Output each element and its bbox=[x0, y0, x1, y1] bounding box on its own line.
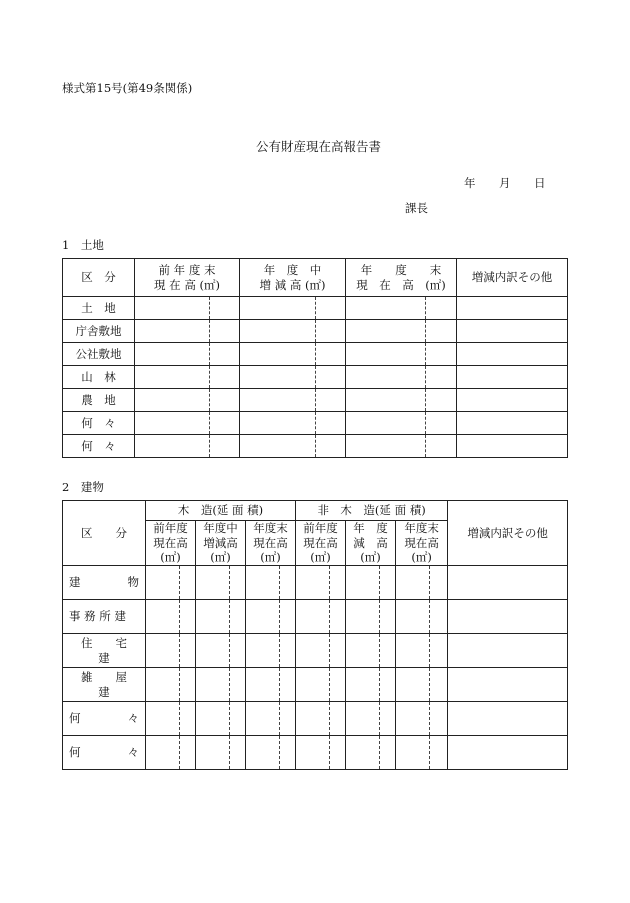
table-cell[interactable] bbox=[330, 736, 346, 770]
table-cell[interactable] bbox=[246, 736, 280, 770]
document-title: 公有財産現在高報告書 bbox=[256, 139, 382, 154]
table-cell[interactable] bbox=[230, 600, 246, 634]
table-row bbox=[63, 634, 568, 668]
table-cell[interactable] bbox=[196, 736, 230, 770]
table-cell[interactable] bbox=[135, 435, 210, 458]
table-row bbox=[63, 343, 568, 366]
table-cell[interactable] bbox=[210, 297, 240, 320]
table-cell[interactable] bbox=[426, 389, 457, 412]
table-cell[interactable] bbox=[330, 702, 346, 736]
table-cell[interactable] bbox=[316, 366, 346, 389]
table-cell[interactable] bbox=[346, 634, 380, 668]
table-cell[interactable] bbox=[426, 435, 457, 458]
table-cell[interactable] bbox=[457, 389, 568, 412]
table-cell[interactable] bbox=[426, 412, 457, 435]
table-cell[interactable] bbox=[457, 343, 568, 366]
table-cell[interactable] bbox=[316, 297, 346, 320]
table-cell[interactable] bbox=[448, 634, 568, 668]
table-cell[interactable] bbox=[180, 600, 196, 634]
header-line: 年度中 bbox=[203, 521, 238, 536]
land-row-label: 土 地 bbox=[63, 297, 135, 320]
header-line: (㎡) bbox=[260, 550, 281, 565]
table-cell[interactable] bbox=[135, 320, 210, 343]
table-cell[interactable] bbox=[448, 566, 568, 600]
table-cell[interactable] bbox=[230, 736, 246, 770]
table-cell[interactable] bbox=[246, 668, 280, 702]
label-left: 何 bbox=[69, 745, 81, 760]
table-cell[interactable] bbox=[346, 343, 426, 366]
land-header-row bbox=[63, 259, 568, 297]
label-right: 々 bbox=[127, 745, 139, 760]
land-header-prev-year bbox=[135, 259, 240, 297]
table-cell[interactable] bbox=[240, 389, 316, 412]
table-cell[interactable] bbox=[457, 297, 568, 320]
land-row-label: 公社敷地 bbox=[63, 343, 135, 366]
table-cell[interactable] bbox=[280, 600, 296, 634]
table-row bbox=[63, 412, 568, 435]
header-line: 減 高 bbox=[353, 535, 388, 550]
table-cell[interactable] bbox=[210, 412, 240, 435]
header-line: 年度末 bbox=[404, 521, 439, 536]
table-cell[interactable] bbox=[380, 566, 396, 600]
table-row bbox=[63, 736, 568, 770]
label-right: 々 bbox=[127, 711, 139, 726]
table-cell[interactable] bbox=[346, 566, 380, 600]
table-cell[interactable] bbox=[196, 634, 230, 668]
table-cell[interactable] bbox=[196, 668, 230, 702]
table-cell[interactable] bbox=[380, 668, 396, 702]
table-cell[interactable] bbox=[316, 412, 346, 435]
header-line: (㎡) bbox=[411, 550, 432, 565]
building-header-nonwooden-prev bbox=[296, 521, 346, 566]
table-cell[interactable] bbox=[380, 702, 396, 736]
building-row-label bbox=[63, 634, 150, 668]
building-header-wooden-change bbox=[196, 521, 246, 566]
building-header-notes: 増減内訳その他 bbox=[448, 501, 568, 566]
header-line: 現在高 bbox=[404, 535, 439, 550]
land-header-change-line2: 増 減 高 (㎡) bbox=[259, 277, 326, 292]
building-row-label bbox=[63, 736, 146, 770]
table-cell[interactable] bbox=[196, 702, 230, 736]
table-cell[interactable] bbox=[210, 343, 240, 366]
table-cell[interactable] bbox=[135, 366, 210, 389]
header-line: 現在高 bbox=[153, 535, 188, 550]
table-cell[interactable] bbox=[430, 668, 448, 702]
table-row bbox=[63, 389, 568, 412]
table-cell[interactable] bbox=[346, 297, 426, 320]
table-row bbox=[63, 702, 568, 736]
table-cell[interactable] bbox=[346, 668, 380, 702]
land-row-label: 何 々 bbox=[63, 435, 135, 458]
table-cell[interactable] bbox=[246, 634, 280, 668]
table-cell[interactable] bbox=[457, 412, 568, 435]
land-header-end bbox=[346, 259, 457, 297]
land-row-label: 何 々 bbox=[63, 412, 135, 435]
table-cell[interactable] bbox=[396, 634, 430, 668]
table-cell[interactable] bbox=[180, 634, 196, 668]
land-header-end-line1: 年 度 末 bbox=[360, 263, 442, 278]
table-cell[interactable] bbox=[230, 668, 246, 702]
form-label: 様式第15号(第49条関係) bbox=[62, 81, 193, 95]
header-line: 現在高 bbox=[303, 535, 338, 550]
table-cell[interactable] bbox=[380, 634, 396, 668]
table-cell[interactable] bbox=[240, 297, 316, 320]
table-cell[interactable] bbox=[430, 634, 448, 668]
table-cell[interactable] bbox=[146, 702, 180, 736]
table-cell[interactable] bbox=[196, 566, 230, 600]
table-cell[interactable] bbox=[246, 600, 280, 634]
header-line: 年 度 bbox=[353, 521, 388, 536]
table-cell[interactable] bbox=[146, 634, 180, 668]
table-cell[interactable] bbox=[430, 566, 448, 600]
building-header-nonwooden-end bbox=[396, 521, 448, 566]
table-cell[interactable] bbox=[230, 702, 246, 736]
table-cell[interactable] bbox=[396, 736, 430, 770]
table-cell[interactable] bbox=[396, 600, 430, 634]
table-cell[interactable] bbox=[346, 366, 426, 389]
building-heading: 2 建物 bbox=[62, 480, 104, 494]
label-left: 建 bbox=[69, 575, 81, 590]
table-cell[interactable] bbox=[296, 566, 330, 600]
date-day: 日 bbox=[534, 176, 546, 190]
table-cell[interactable] bbox=[135, 343, 210, 366]
table-cell[interactable] bbox=[135, 389, 210, 412]
table-cell[interactable] bbox=[448, 702, 568, 736]
table-cell[interactable] bbox=[396, 702, 430, 736]
building-header-wooden-prev bbox=[146, 521, 196, 566]
land-header-prev-year-line2: 現 在 高 (㎡) bbox=[154, 277, 220, 292]
table-cell[interactable] bbox=[426, 366, 457, 389]
table-row bbox=[63, 297, 568, 320]
land-header-change-line1: 年 度 中 bbox=[263, 263, 322, 278]
table-cell[interactable] bbox=[296, 702, 330, 736]
table-cell[interactable] bbox=[240, 320, 316, 343]
table-cell[interactable] bbox=[346, 389, 426, 412]
table-cell[interactable] bbox=[448, 736, 568, 770]
table-cell[interactable] bbox=[426, 297, 457, 320]
land-row-label: 庁舎敷地 bbox=[63, 320, 135, 343]
land-heading: 1 土地 bbox=[62, 238, 104, 252]
section-chief: 課長 bbox=[405, 201, 428, 215]
land-header-notes: 増減内訳その他 bbox=[457, 259, 568, 297]
land-table bbox=[62, 258, 568, 458]
table-cell[interactable] bbox=[380, 600, 396, 634]
table-cell[interactable] bbox=[346, 702, 380, 736]
table-cell[interactable] bbox=[280, 736, 296, 770]
building-row-label bbox=[63, 566, 146, 600]
table-cell[interactable] bbox=[396, 566, 430, 600]
table-cell[interactable] bbox=[135, 297, 210, 320]
table-cell[interactable] bbox=[146, 736, 180, 770]
header-line: (㎡) bbox=[360, 550, 381, 565]
table-cell[interactable] bbox=[316, 435, 346, 458]
label-left: 雑 屋 建 bbox=[81, 670, 150, 699]
date-month: 月 bbox=[499, 176, 511, 190]
table-cell[interactable] bbox=[316, 389, 346, 412]
land-header-prev-year-line1: 前 年 度 末 bbox=[158, 263, 216, 278]
building-row-label bbox=[63, 702, 146, 736]
header-line: (㎡) bbox=[160, 550, 181, 565]
building-header-wooden: 木 造(延 面 積) bbox=[146, 501, 296, 521]
building-header-non-wooden: 非 木 造(延 面 積) bbox=[296, 501, 448, 521]
table-cell[interactable] bbox=[296, 736, 330, 770]
table-cell[interactable] bbox=[135, 412, 210, 435]
table-cell[interactable] bbox=[240, 343, 316, 366]
table-cell[interactable] bbox=[246, 566, 280, 600]
table-cell[interactable] bbox=[240, 435, 316, 458]
table-row bbox=[63, 366, 568, 389]
table-cell[interactable] bbox=[380, 736, 396, 770]
table-cell[interactable] bbox=[146, 668, 180, 702]
table-cell[interactable] bbox=[426, 343, 457, 366]
table-cell[interactable] bbox=[346, 736, 380, 770]
table-row bbox=[63, 668, 568, 702]
table-cell[interactable] bbox=[448, 668, 568, 702]
header-line: 前年度 bbox=[303, 521, 338, 536]
table-cell[interactable] bbox=[210, 366, 240, 389]
table-cell[interactable] bbox=[180, 702, 196, 736]
table-cell[interactable] bbox=[210, 389, 240, 412]
table-cell[interactable] bbox=[146, 566, 180, 600]
table-cell[interactable] bbox=[346, 412, 426, 435]
building-table bbox=[62, 500, 568, 770]
table-cell[interactable] bbox=[296, 668, 330, 702]
table-cell[interactable] bbox=[330, 600, 346, 634]
table-cell[interactable] bbox=[457, 366, 568, 389]
table-cell[interactable] bbox=[196, 600, 230, 634]
table-cell[interactable] bbox=[296, 634, 330, 668]
table-cell[interactable] bbox=[316, 343, 346, 366]
header-line: 前年度 bbox=[153, 521, 188, 536]
table-cell[interactable] bbox=[230, 566, 246, 600]
table-cell[interactable] bbox=[457, 435, 568, 458]
label-left: 事 務 所 建 bbox=[69, 609, 126, 624]
table-cell[interactable] bbox=[316, 320, 346, 343]
table-cell[interactable] bbox=[240, 412, 316, 435]
table-cell[interactable] bbox=[330, 668, 346, 702]
table-cell[interactable] bbox=[180, 736, 196, 770]
table-cell[interactable] bbox=[280, 702, 296, 736]
table-cell[interactable] bbox=[280, 634, 296, 668]
table-cell[interactable] bbox=[180, 566, 196, 600]
building-header-row-1 bbox=[63, 501, 568, 521]
table-cell[interactable] bbox=[210, 320, 240, 343]
table-cell[interactable] bbox=[180, 668, 196, 702]
table-row bbox=[63, 566, 568, 600]
table-cell[interactable] bbox=[230, 634, 246, 668]
table-cell[interactable] bbox=[346, 435, 426, 458]
date-year: 年 bbox=[464, 176, 476, 190]
table-cell[interactable] bbox=[346, 320, 426, 343]
table-cell[interactable] bbox=[280, 566, 296, 600]
table-cell[interactable] bbox=[430, 702, 448, 736]
building-row-label bbox=[63, 600, 146, 634]
table-cell[interactable] bbox=[210, 435, 240, 458]
table-cell[interactable] bbox=[246, 702, 280, 736]
table-cell[interactable] bbox=[330, 634, 346, 668]
header-line: (㎡) bbox=[310, 550, 331, 565]
building-header-wooden-end bbox=[246, 521, 296, 566]
header-line: 増減高 bbox=[203, 535, 238, 550]
table-cell[interactable] bbox=[430, 736, 448, 770]
label-right: 物 bbox=[127, 575, 139, 590]
land-row-label: 農 地 bbox=[63, 389, 135, 412]
building-header-nonwooden-change bbox=[346, 521, 396, 566]
table-cell[interactable] bbox=[430, 600, 448, 634]
land-header-category: 区 分 bbox=[63, 259, 135, 297]
table-cell[interactable] bbox=[146, 600, 180, 634]
table-cell[interactable] bbox=[457, 320, 568, 343]
table-cell[interactable] bbox=[280, 668, 296, 702]
land-row-label: 山 林 bbox=[63, 366, 135, 389]
table-cell[interactable] bbox=[346, 600, 380, 634]
building-header-category: 区 分 bbox=[63, 501, 146, 566]
table-cell[interactable] bbox=[448, 600, 568, 634]
table-cell[interactable] bbox=[296, 600, 330, 634]
header-line: 現在高 bbox=[253, 535, 288, 550]
table-cell[interactable] bbox=[330, 566, 346, 600]
table-row bbox=[63, 435, 568, 458]
table-cell[interactable] bbox=[396, 668, 430, 702]
table-cell[interactable] bbox=[240, 366, 316, 389]
header-line: (㎡) bbox=[210, 550, 231, 565]
table-row bbox=[63, 600, 568, 634]
table-row bbox=[63, 320, 568, 343]
header-line: 年度末 bbox=[253, 521, 288, 536]
label-left: 何 bbox=[69, 711, 81, 726]
table-cell[interactable] bbox=[426, 320, 457, 343]
land-header-change bbox=[240, 259, 346, 297]
building-row-label bbox=[63, 668, 150, 702]
label-left: 住 宅 建 bbox=[81, 636, 150, 665]
land-header-end-line2: 現 在 高 (㎡) bbox=[356, 277, 446, 292]
